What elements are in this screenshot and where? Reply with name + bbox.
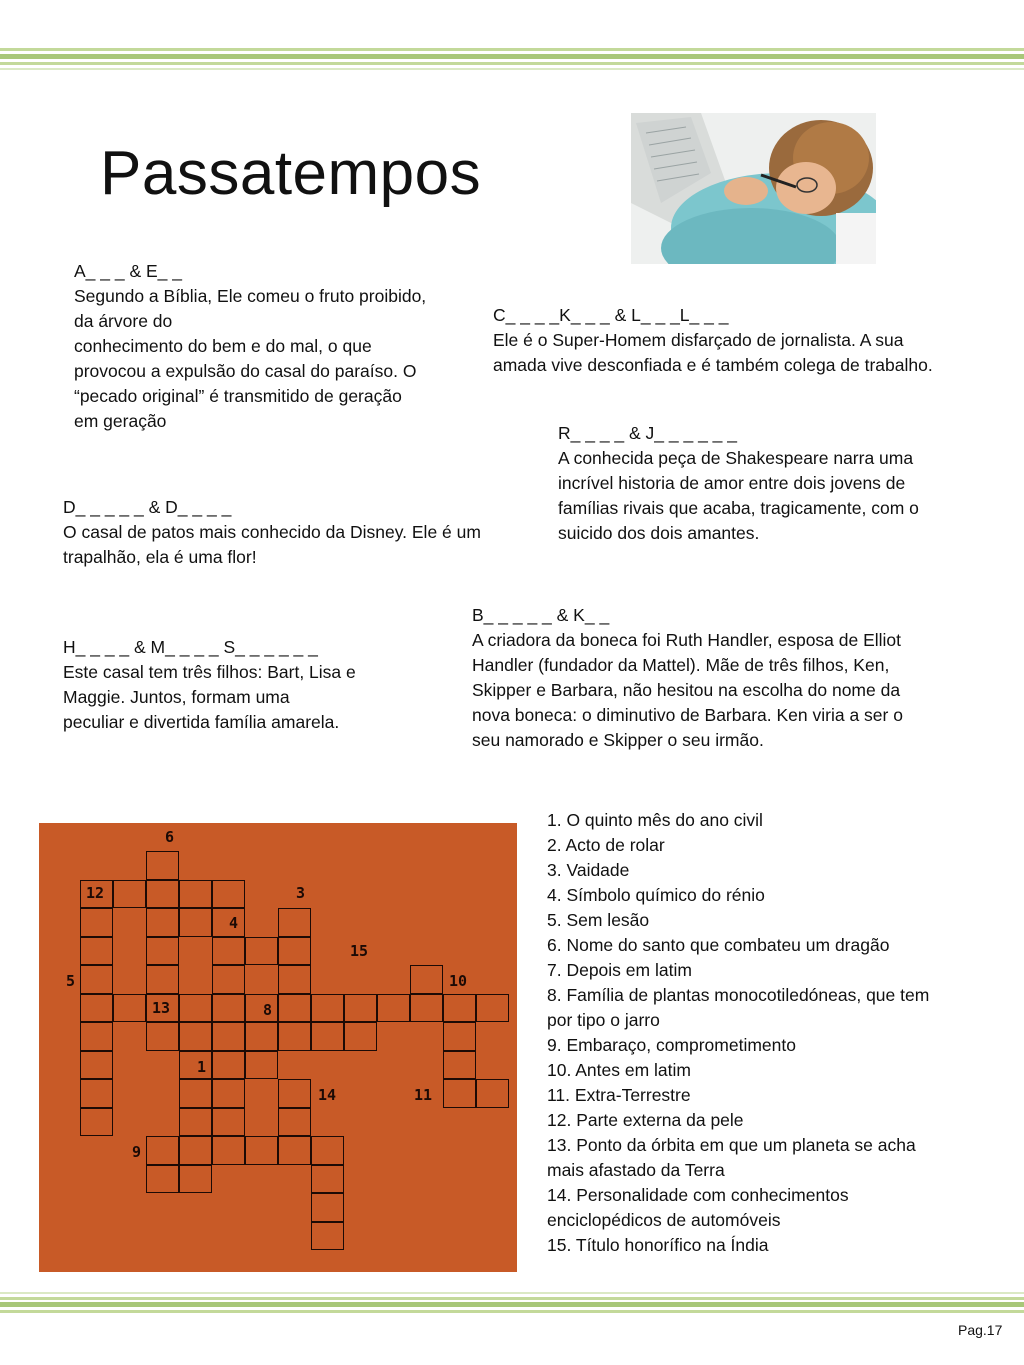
reading-person-photo	[631, 113, 876, 264]
definition-item: 6. Nome do santo que combateu um dragão	[547, 935, 890, 955]
definition-item: 2. Acto de rolar	[547, 835, 665, 855]
crossword-cell[interactable]	[377, 994, 410, 1023]
top-decorative-rule	[0, 48, 1024, 72]
definition-item: enciclopédicos de automóveis	[547, 1210, 781, 1230]
crossword-cell[interactable]	[245, 937, 278, 966]
crossword-cell[interactable]	[146, 965, 179, 994]
crossword-number: 3	[296, 884, 306, 902]
clue-pattern: C_ _ _ _K_ _ _ & L_ _ _L_ _ _	[493, 305, 729, 325]
crossword-cell[interactable]	[80, 1079, 113, 1108]
crossword-cell[interactable]	[146, 851, 179, 880]
crossword-cell[interactable]	[212, 908, 245, 937]
crossword-cell[interactable]	[311, 1136, 344, 1165]
crossword-cell[interactable]	[443, 1079, 476, 1108]
crossword-cell[interactable]	[179, 1051, 212, 1080]
clue-barbie-ken	[472, 603, 962, 753]
crossword-cell[interactable]	[278, 1079, 311, 1108]
page-title: Passatempos	[100, 139, 482, 208]
clue-pattern: R_ _ _ _ & J_ _ _ _ _ _	[558, 423, 738, 443]
clue-line: Maggie. Juntos, formam uma	[63, 687, 290, 707]
definition-item: 15. Título honorífico na Índia	[547, 1235, 769, 1255]
page-number: Pag.17	[958, 1322, 1003, 1338]
clue-line: suicido dos dois amantes.	[558, 523, 760, 543]
definition-item: 7. Depois em latim	[547, 960, 692, 980]
crossword-cell[interactable]	[212, 1079, 245, 1108]
clue-line: A criadora da boneca foi Ruth Handler, esposa de Elliot	[472, 630, 902, 650]
crossword-cell[interactable]	[80, 1108, 113, 1137]
definition-item: 11. Extra-Terrestre	[547, 1085, 691, 1105]
crossword-number: 8	[263, 1001, 273, 1019]
clue-line: trapalhão, ela é uma flor!	[63, 547, 257, 567]
crossword-cell[interactable]	[278, 1022, 311, 1051]
crossword-cell[interactable]	[410, 965, 443, 994]
crossword-cell[interactable]	[80, 965, 113, 994]
definition-item: 5. Sem lesão	[547, 910, 650, 930]
crossword-cell[interactable]	[344, 994, 377, 1023]
crossword-cell[interactable]	[278, 1136, 311, 1165]
crossword-cell[interactable]	[146, 1136, 179, 1165]
definition-item: por tipo o jarro	[547, 1010, 660, 1030]
crossword-cell[interactable]	[278, 1108, 311, 1137]
crossword-cell[interactable]	[443, 1051, 476, 1080]
crossword-cell[interactable]	[146, 1022, 179, 1051]
crossword-number: 6	[165, 828, 175, 846]
crossword-number: 5	[66, 972, 76, 990]
crossword-cell[interactable]	[146, 1165, 179, 1194]
crossword-cell[interactable]	[212, 937, 245, 966]
crossword-cell[interactable]	[113, 994, 146, 1023]
clue-clark-lois	[493, 303, 993, 378]
crossword-number: 12	[86, 884, 105, 902]
crossword-cell[interactable]	[212, 1051, 245, 1080]
crossword-cell[interactable]	[146, 908, 179, 937]
clue-line: Skipper e Barbara, não hesitou na escolha do nome da	[472, 680, 901, 700]
definition-item: 14. Personalidade com conhecimentos	[547, 1185, 849, 1205]
crossword-number: 11	[414, 1086, 433, 1104]
crossword-number: 4	[229, 914, 239, 932]
clue-line: nova boneca: o diminutivo de Barbara. Ken viria a ser o	[472, 705, 903, 725]
crossword-cell[interactable]	[344, 1022, 377, 1051]
crossword-cell[interactable]	[179, 908, 212, 937]
crossword-cell[interactable]	[245, 1051, 278, 1080]
crossword-cell[interactable]	[278, 994, 311, 1023]
crossword-number: 1	[197, 1058, 207, 1076]
crossword-cell[interactable]	[410, 994, 443, 1023]
crossword-cell[interactable]	[212, 880, 245, 909]
crossword-cell[interactable]	[146, 880, 179, 909]
clue-line: Handler (fundador da Mattel). Mãe de três filhos, Ken,	[472, 655, 890, 675]
crossword-cell[interactable]	[245, 1022, 278, 1051]
crossword-cell[interactable]	[278, 965, 311, 994]
clue-line: O casal de patos mais conhecido da Disney. Ele é um	[63, 522, 481, 542]
clue-line: peculiar e divertida família amarela.	[63, 712, 340, 732]
clue-line: Segundo a Bíblia, Ele comeu o fruto proibido,	[74, 286, 427, 306]
crossword-cell[interactable]	[113, 880, 146, 909]
crossword-cell[interactable]	[212, 965, 245, 994]
crossword-number: 9	[132, 1143, 142, 1161]
crossword-definitions	[547, 808, 987, 1258]
clue-line: provocou a expulsão do casal do paraíso. O	[74, 361, 417, 381]
clue-donald-daisy	[63, 495, 523, 570]
clue-romeo-juliet	[558, 421, 978, 546]
definition-item: 12. Parte externa da pele	[547, 1110, 744, 1130]
crossword-number: 10	[449, 972, 468, 990]
crossword-cell[interactable]	[179, 880, 212, 909]
crossword-number: 13	[152, 999, 171, 1017]
crossword-cell[interactable]	[179, 1079, 212, 1108]
crossword-cell[interactable]	[212, 994, 245, 1023]
crossword-cell[interactable]	[443, 994, 476, 1023]
crossword-grid	[39, 823, 517, 1272]
definition-item: 8. Família de plantas monocotiledóneas, que tem	[547, 985, 930, 1005]
crossword-cell[interactable]	[311, 1222, 344, 1251]
crossword-cell[interactable]	[212, 1022, 245, 1051]
clue-line: Ele é o Super-Homem disfarçado de jornalista. A sua	[493, 330, 904, 350]
crossword-cell[interactable]	[212, 1136, 245, 1165]
crossword-cell[interactable]	[278, 908, 311, 937]
clue-pattern: D_ _ _ _ _ & D_ _ _ _	[63, 497, 232, 517]
crossword-number: 15	[350, 942, 369, 960]
crossword-cell[interactable]	[245, 994, 278, 1023]
crossword-cell[interactable]	[179, 1022, 212, 1051]
clue-pattern: H_ _ _ _ & M_ _ _ _ S_ _ _ _ _ _	[63, 637, 318, 657]
crossword-cell[interactable]	[179, 994, 212, 1023]
definition-item: 1. O quinto mês do ano civil	[547, 810, 763, 830]
crossword-cell[interactable]	[179, 1165, 212, 1194]
crossword-cell[interactable]	[80, 1051, 113, 1080]
crossword-cell[interactable]	[80, 1022, 113, 1051]
crossword-cell[interactable]	[80, 908, 113, 937]
crossword-number: 14	[318, 1086, 337, 1104]
clue-homer-marge	[63, 635, 403, 735]
clue-line: da árvore do	[74, 311, 173, 331]
clue-line: Este casal tem três filhos: Bart, Lisa e	[63, 662, 356, 682]
definition-item: mais afastado da Terra	[547, 1160, 725, 1180]
crossword-cell[interactable]	[80, 937, 113, 966]
crossword-cell[interactable]	[476, 1079, 509, 1108]
bottom-decorative-rule	[0, 1292, 1024, 1316]
crossword-cell[interactable]	[245, 1136, 278, 1165]
clue-adam-eve	[74, 259, 464, 434]
clue-line: incrível historia de amor entre dois jovens de	[558, 473, 906, 493]
clue-pattern: A_ _ _ & E_ _	[74, 261, 182, 281]
clue-line: seu namorado e Skipper o seu irmão.	[472, 730, 764, 750]
clue-line: em geração	[74, 411, 167, 431]
crossword-cell[interactable]	[278, 937, 311, 966]
crossword-cell[interactable]	[146, 937, 179, 966]
crossword-cell[interactable]	[179, 1108, 212, 1137]
clue-line: A conhecida peça de Shakespeare narra uma	[558, 448, 914, 468]
crossword-cell[interactable]	[443, 1022, 476, 1051]
clue-line: conhecimento do bem e do mal, o que	[74, 336, 372, 356]
clue-line: “pecado original” é transmitido de geração	[74, 386, 402, 406]
crossword-cell[interactable]	[311, 1193, 344, 1222]
definition-item: 10. Antes em latim	[547, 1060, 691, 1080]
clue-line: amada vive desconfiada e é também colega de trabalho.	[493, 355, 933, 375]
crossword-cell[interactable]	[80, 994, 113, 1023]
crossword-cell[interactable]	[80, 880, 113, 909]
definition-item: 9. Embaraço, comprometimento	[547, 1035, 796, 1055]
definition-item: 13. Ponto da órbita em que um planeta se acha	[547, 1135, 916, 1155]
crossword-cell[interactable]	[212, 1108, 245, 1137]
clue-line: famílias rivais que acaba, tragicamente, com o	[558, 498, 919, 518]
definition-item: 4. Símbolo químico do rénio	[547, 885, 765, 905]
crossword-cell[interactable]	[311, 1165, 344, 1194]
crossword-cell[interactable]	[311, 1022, 344, 1051]
clue-pattern: B_ _ _ _ _ & K_ _	[472, 605, 610, 625]
crossword-cell[interactable]	[311, 994, 344, 1023]
definition-item: 3. Vaidade	[547, 860, 630, 880]
crossword-cell[interactable]	[476, 994, 509, 1023]
crossword-cell[interactable]	[146, 994, 179, 1023]
crossword-cell[interactable]	[179, 1136, 212, 1165]
